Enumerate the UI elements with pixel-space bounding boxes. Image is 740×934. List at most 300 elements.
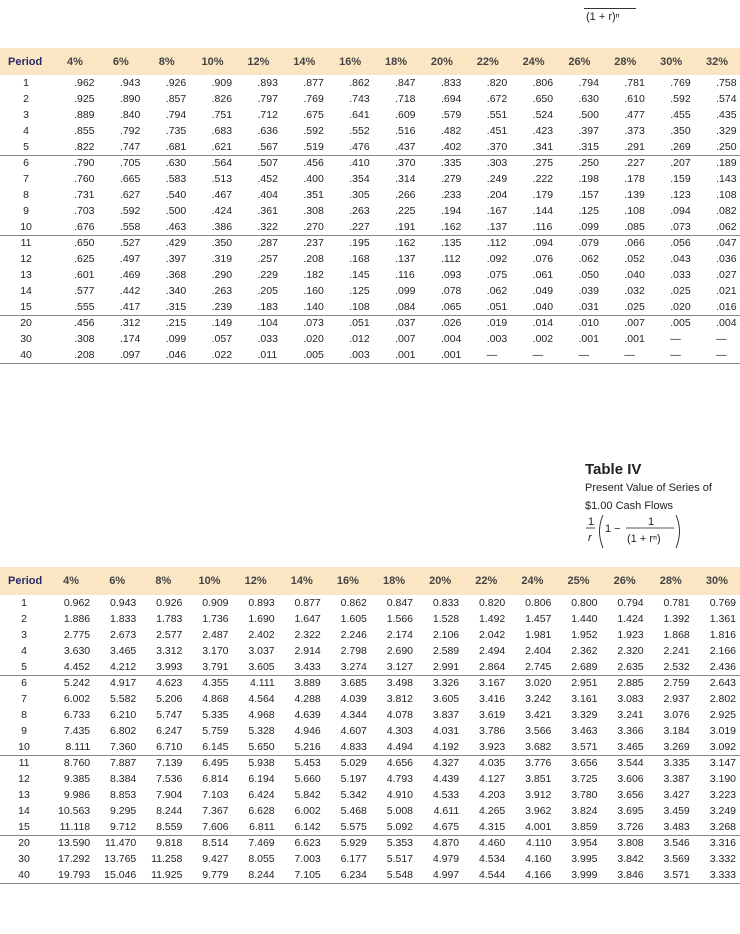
value-cell: 15.046 (94, 867, 140, 883)
value-cell: 3.019 (709, 725, 736, 737)
value-cell: .694 (440, 93, 462, 105)
value-cell: 8.111 (65, 740, 91, 753)
value-cell: 1.923 (617, 629, 644, 641)
value-cell: .051 (486, 300, 508, 313)
table3-body (0, 75, 740, 363)
value-cell: 3.329 (571, 709, 598, 721)
table-row (0, 707, 740, 723)
value-cell: 2.798 (340, 645, 367, 657)
table-row (0, 851, 740, 867)
value-cell: 9.295 (110, 805, 137, 817)
value-cell: 3.546 (648, 835, 694, 851)
value-cell: 7.139 (140, 755, 186, 771)
value-cell: — (648, 347, 694, 363)
value-cell: 3.824 (571, 805, 598, 817)
value-cell: 3.387 (663, 773, 690, 785)
table-row (0, 283, 740, 299)
value-cell: 0.962 (63, 597, 91, 609)
value-cell: .112 (465, 235, 511, 251)
value-cell: .229 (257, 269, 278, 281)
value-cell: .500 (578, 109, 599, 121)
value-cell: 3.791 (202, 660, 229, 673)
value-cell: 2.759 (648, 675, 694, 691)
value-cell: .056 (648, 235, 694, 251)
table-row (0, 771, 740, 787)
table4-rate-header: 25% (555, 567, 601, 595)
table4-rate-header: 6% (94, 567, 140, 595)
value-cell: .123 (670, 189, 691, 201)
table4-period-header: Period (0, 567, 48, 595)
value-cell: .016 (716, 300, 737, 313)
value-cell: .001 (578, 333, 599, 345)
table4-formula (586, 511, 686, 551)
value-cell: .507 (236, 155, 282, 171)
value-cell: .781 (624, 77, 645, 89)
value-cell: — (465, 347, 511, 363)
value-cell: 3.605 (432, 693, 460, 705)
value-cell: 2.914 (294, 645, 321, 657)
value-cell: .437 (395, 140, 416, 153)
value-cell: 3.416 (479, 693, 506, 705)
value-cell: 3.726 (617, 820, 644, 833)
value-cell: .636 (257, 125, 278, 137)
value-cell: .650 (52, 235, 98, 251)
value-cell: .022 (190, 347, 236, 363)
value-cell: 0.909 (202, 597, 229, 609)
value-cell: 6.142 (294, 820, 321, 833)
value-cell: 3.463 (571, 725, 598, 737)
formula-denominator: (1 + r)ⁿ (586, 11, 620, 23)
value-cell: .743 (349, 93, 370, 105)
value-cell: 0.847 (386, 597, 414, 609)
value-cell: .222 (532, 173, 554, 185)
table-row (0, 787, 740, 803)
value-cell: 3.656 (617, 789, 644, 801)
value-cell: .630 (144, 155, 190, 171)
value-cell: .610 (624, 93, 645, 105)
value-cell: 4.203 (479, 789, 506, 801)
value-cell: 7.904 (156, 789, 183, 801)
value-cell: .855 (74, 125, 95, 137)
value-cell: .025 (624, 300, 645, 313)
value-cell: 2.690 (386, 645, 414, 657)
value-cell: .051 (327, 315, 373, 331)
value-cell: .269 (670, 140, 691, 153)
value-cell: 0.769 (709, 597, 736, 609)
value-cell: 3.954 (555, 835, 601, 851)
value-cell: 3.242 (525, 693, 552, 705)
value-cell: .792 (119, 125, 141, 137)
value-cell: 5.575 (340, 820, 367, 833)
value-cell: .926 (165, 77, 187, 89)
value-cell: 13.590 (48, 835, 94, 851)
table3-rate-header: 14% (281, 48, 327, 75)
table3-formula (584, 0, 638, 30)
value-cell: .178 (624, 173, 645, 185)
table3-rate-header: 10% (190, 48, 236, 75)
value-cell: .116 (532, 220, 553, 233)
value-cell: 11.258 (151, 853, 183, 865)
value-cell: .370 (373, 155, 419, 171)
value-cell: 5.008 (386, 805, 414, 817)
value-cell: .052 (624, 253, 645, 265)
value-cell: 6.210 (110, 709, 137, 721)
value-cell: 1.816 (709, 629, 736, 641)
period-cell: 3 (23, 109, 29, 121)
value-cell: .108 (349, 300, 370, 313)
value-cell: .012 (349, 333, 370, 345)
value-cell: .099 (578, 220, 599, 233)
value-cell: .137 (486, 220, 508, 233)
table-row (0, 203, 740, 219)
value-cell: 4.968 (248, 709, 275, 721)
value-cell: .290 (211, 269, 233, 281)
period-cell: 1 (23, 77, 29, 89)
value-cell: .021 (716, 285, 737, 297)
value-cell: 0.794 (617, 597, 644, 609)
value-cell: 2.745 (525, 660, 552, 673)
value-cell: .125 (349, 285, 370, 297)
value-cell: 11.118 (59, 820, 91, 833)
value-cell: .889 (74, 109, 95, 121)
value-cell: .263 (349, 205, 370, 217)
period-cell: 2 (23, 93, 29, 105)
value-cell: 4.979 (432, 853, 460, 865)
value-cell: .705 (98, 155, 144, 171)
value-cell: .195 (327, 235, 373, 251)
value-cell: .047 (694, 235, 740, 251)
value-cell: 1.647 (294, 613, 321, 625)
value-cell: .002 (532, 333, 554, 345)
value-cell: 8.244 (233, 867, 279, 883)
value-cell: 3.483 (663, 820, 690, 833)
value-cell: 7.606 (202, 820, 229, 833)
value-cell: 9.712 (110, 820, 137, 833)
table-row (0, 187, 740, 203)
value-cell: .373 (624, 125, 645, 137)
value-cell: .909 (211, 77, 233, 89)
value-cell: .423 (532, 125, 554, 137)
value-cell: 3.780 (571, 789, 598, 801)
formula-outer-numerator: 1 (588, 516, 595, 528)
period-cell: 6 (0, 675, 48, 691)
table4-rate-header: 28% (648, 567, 694, 595)
value-cell: 2.320 (617, 645, 644, 657)
table-row (0, 819, 740, 835)
value-cell: 3.274 (340, 660, 367, 673)
value-cell: .014 (511, 315, 557, 331)
value-cell: 1.605 (340, 613, 367, 625)
table-row (0, 139, 740, 155)
value-cell: 5.216 (294, 740, 321, 753)
value-cell: .225 (395, 205, 416, 217)
value-cell: .189 (694, 155, 740, 171)
value-cell: 1.361 (709, 613, 736, 625)
table3-rate-header: 6% (98, 48, 144, 75)
value-cell: 3.606 (617, 773, 644, 785)
value-cell: 2.864 (479, 660, 506, 673)
table-row (0, 123, 740, 139)
value-cell: 4.001 (525, 820, 552, 833)
value-cell: 1.528 (432, 613, 460, 625)
value-cell: 11.470 (94, 835, 140, 851)
period-cell: 14 (20, 285, 32, 297)
value-cell: .001 (419, 347, 465, 363)
table-row (0, 675, 740, 691)
value-cell: .249 (486, 173, 508, 185)
value-cell: .207 (648, 155, 694, 171)
value-cell: .145 (349, 269, 370, 281)
table-row (0, 299, 740, 315)
period-cell: 11 (0, 235, 52, 251)
value-cell: 6.495 (186, 755, 232, 771)
value-cell: .005 (648, 315, 694, 331)
value-cell: 0.806 (525, 597, 552, 609)
value-cell: 1.424 (617, 613, 644, 625)
value-cell: 3.999 (555, 867, 601, 883)
value-cell: 5.938 (233, 755, 279, 771)
value-cell: 4.127 (479, 773, 506, 785)
period-cell: 7 (23, 173, 29, 185)
value-cell: 4.110 (509, 835, 555, 851)
value-cell: .004 (440, 333, 462, 345)
value-cell: .036 (716, 253, 737, 265)
value-cell: 4.917 (94, 675, 140, 691)
period-cell: 3 (21, 629, 27, 641)
value-cell: 9.818 (140, 835, 186, 851)
value-cell: 2.241 (663, 645, 690, 657)
value-cell: .227 (602, 155, 648, 171)
value-cell: .094 (670, 205, 691, 217)
value-cell: .057 (211, 333, 233, 345)
value-cell: 3.837 (432, 709, 460, 721)
table3-rate-header: 26% (557, 48, 603, 75)
value-cell: .769 (303, 93, 324, 105)
value-cell: 2.404 (525, 645, 552, 657)
value-cell: 6.177 (340, 853, 367, 865)
value-cell: .404 (257, 189, 278, 201)
value-cell: 3.993 (156, 660, 183, 673)
value-cell: .007 (602, 315, 648, 331)
table3-rate-header: 22% (465, 48, 511, 75)
value-cell: .001 (373, 347, 419, 363)
formula-fraction-bar (584, 8, 636, 9)
value-cell: .116 (395, 269, 415, 281)
value-cell: 3.566 (525, 725, 552, 737)
value-cell: — (602, 347, 648, 363)
value-cell: 3.241 (617, 709, 644, 721)
formula-one-minus: 1 − (605, 523, 621, 535)
value-cell: .279 (440, 173, 462, 185)
value-cell: .066 (602, 235, 648, 251)
annuity-present-value-table (0, 567, 740, 884)
value-cell: .806 (532, 77, 554, 89)
value-cell: .567 (257, 140, 278, 153)
value-cell: .073 (670, 220, 691, 233)
value-cell: .005 (281, 347, 327, 363)
value-cell: 6.811 (249, 820, 275, 833)
table-row (0, 171, 740, 187)
value-cell: 3.127 (386, 660, 414, 673)
value-cell: — (511, 347, 557, 363)
period-cell: 14 (18, 805, 30, 817)
value-cell: 8.559 (156, 820, 183, 833)
value-cell: .135 (419, 235, 465, 251)
value-cell: 1.566 (386, 613, 414, 625)
value-cell: .451 (486, 125, 508, 137)
value-cell: .476 (349, 140, 370, 153)
value-cell: .351 (303, 189, 324, 201)
value-cell: .601 (74, 269, 95, 281)
value-cell: .104 (236, 315, 282, 331)
value-cell: 3.223 (709, 789, 736, 801)
value-cell: 7.367 (202, 805, 229, 817)
table-row (0, 723, 740, 739)
table3-rate-header: 24% (511, 48, 557, 75)
value-cell: .263 (211, 285, 233, 297)
value-cell: 3.147 (694, 755, 740, 771)
period-cell: 5 (21, 660, 27, 673)
value-cell: .400 (303, 173, 324, 185)
value-cell: .890 (119, 93, 141, 105)
value-cell: .001 (624, 333, 645, 345)
value-cell: .061 (532, 269, 554, 281)
value-cell: 1.492 (479, 613, 506, 625)
value-cell: .847 (395, 77, 416, 89)
value-cell: 0.800 (571, 597, 598, 609)
table4-rate-header: 16% (325, 567, 371, 595)
value-cell: .665 (119, 173, 141, 185)
value-cell: — (670, 333, 681, 345)
value-cell: 2.589 (432, 645, 460, 657)
table3-rate-header: 4% (52, 48, 98, 75)
period-cell: 4 (21, 645, 27, 657)
value-cell: .524 (532, 109, 554, 121)
value-cell: .004 (694, 315, 740, 331)
table-row (0, 627, 740, 643)
value-cell: .082 (716, 205, 737, 217)
table-row (0, 267, 740, 283)
value-cell: 8.384 (110, 773, 137, 785)
present-value-table (0, 48, 740, 364)
value-cell: .011 (236, 347, 282, 363)
value-cell: 4.946 (294, 725, 321, 737)
table4-rate-header: 10% (186, 567, 232, 595)
value-cell: 4.265 (479, 805, 506, 817)
period-cell: 2 (21, 613, 27, 625)
value-cell: .208 (52, 347, 98, 363)
period-cell: 13 (20, 269, 32, 281)
table-row (0, 803, 740, 819)
value-cell: 4.793 (386, 773, 414, 785)
value-cell: 2.246 (340, 629, 367, 641)
value-cell: 8.760 (48, 755, 94, 771)
value-cell: .157 (578, 189, 599, 201)
value-cell: .108 (716, 189, 737, 201)
period-cell: 15 (20, 300, 32, 313)
value-cell: 3.268 (709, 820, 736, 833)
value-cell: 3.571 (648, 867, 694, 883)
value-cell: .062 (486, 285, 508, 297)
table3-rate-header: 32% (694, 48, 740, 75)
value-cell: 3.695 (617, 805, 644, 817)
value-cell: .456 (281, 155, 327, 171)
value-cell: .822 (74, 140, 95, 153)
value-cell: .925 (74, 93, 95, 105)
value-cell: 2.951 (555, 675, 601, 691)
value-cell: 1.868 (663, 629, 690, 641)
value-cell: 3.619 (479, 709, 506, 721)
value-cell: .386 (211, 220, 233, 233)
value-cell: 3.269 (663, 740, 690, 753)
value-cell: 5.842 (294, 789, 321, 801)
value-cell: .630 (578, 93, 599, 105)
value-cell: .500 (165, 205, 187, 217)
table3-rate-header: 18% (373, 48, 419, 75)
value-cell: 13.765 (104, 853, 137, 865)
period-cell: 8 (23, 189, 29, 201)
value-cell: 4.870 (417, 835, 463, 851)
table3-rate-header: 12% (236, 48, 282, 75)
value-cell: 7.469 (233, 835, 279, 851)
value-cell: 5.650 (248, 740, 275, 753)
value-cell: 4.997 (417, 867, 463, 883)
value-cell: 4.494 (386, 740, 414, 753)
value-cell: 4.564 (248, 693, 275, 705)
value-cell: .099 (395, 285, 416, 297)
value-cell: 7.536 (156, 773, 183, 785)
value-cell: .625 (74, 253, 95, 265)
value-cell: 3.656 (555, 755, 601, 771)
value-cell: 3.912 (525, 789, 552, 801)
value-cell: 4.452 (63, 660, 91, 673)
value-cell: 4.035 (463, 755, 509, 771)
value-cell: .075 (486, 269, 508, 281)
value-cell: 5.548 (371, 867, 417, 883)
value-cell: .540 (165, 189, 187, 201)
value-cell: .555 (74, 300, 95, 313)
value-cell: .429 (144, 235, 190, 251)
value-cell: .291 (624, 140, 645, 153)
value-cell: 4.544 (463, 867, 509, 883)
value-cell: 3.682 (525, 740, 552, 753)
value-cell: .410 (327, 155, 373, 171)
value-cell: .093 (440, 269, 462, 281)
value-cell: 4.212 (110, 660, 137, 673)
value-cell: .747 (119, 140, 141, 153)
value-cell: 0.781 (663, 597, 690, 609)
value-cell: 2.402 (248, 629, 275, 641)
value-cell: .552 (349, 125, 370, 137)
value-cell: 0.943 (110, 597, 137, 609)
value-cell: 4.327 (417, 755, 463, 771)
value-cell: .019 (465, 315, 511, 331)
formula-inner-denominator: (1 + rⁿ) (627, 533, 661, 545)
value-cell: .308 (303, 205, 324, 217)
value-cell: .681 (165, 140, 187, 153)
table3-rate-header: 20% (419, 48, 465, 75)
value-cell: 1.981 (525, 629, 552, 641)
value-cell: 3.335 (648, 755, 694, 771)
value-cell: .140 (303, 300, 324, 313)
value-cell: 3.995 (571, 853, 598, 865)
table-row (0, 739, 740, 755)
value-cell: .182 (303, 269, 324, 281)
formula-inner-numerator: 1 (648, 516, 655, 528)
value-cell: .676 (74, 220, 95, 233)
value-cell: .039 (578, 285, 599, 297)
value-cell: .417 (119, 300, 141, 313)
